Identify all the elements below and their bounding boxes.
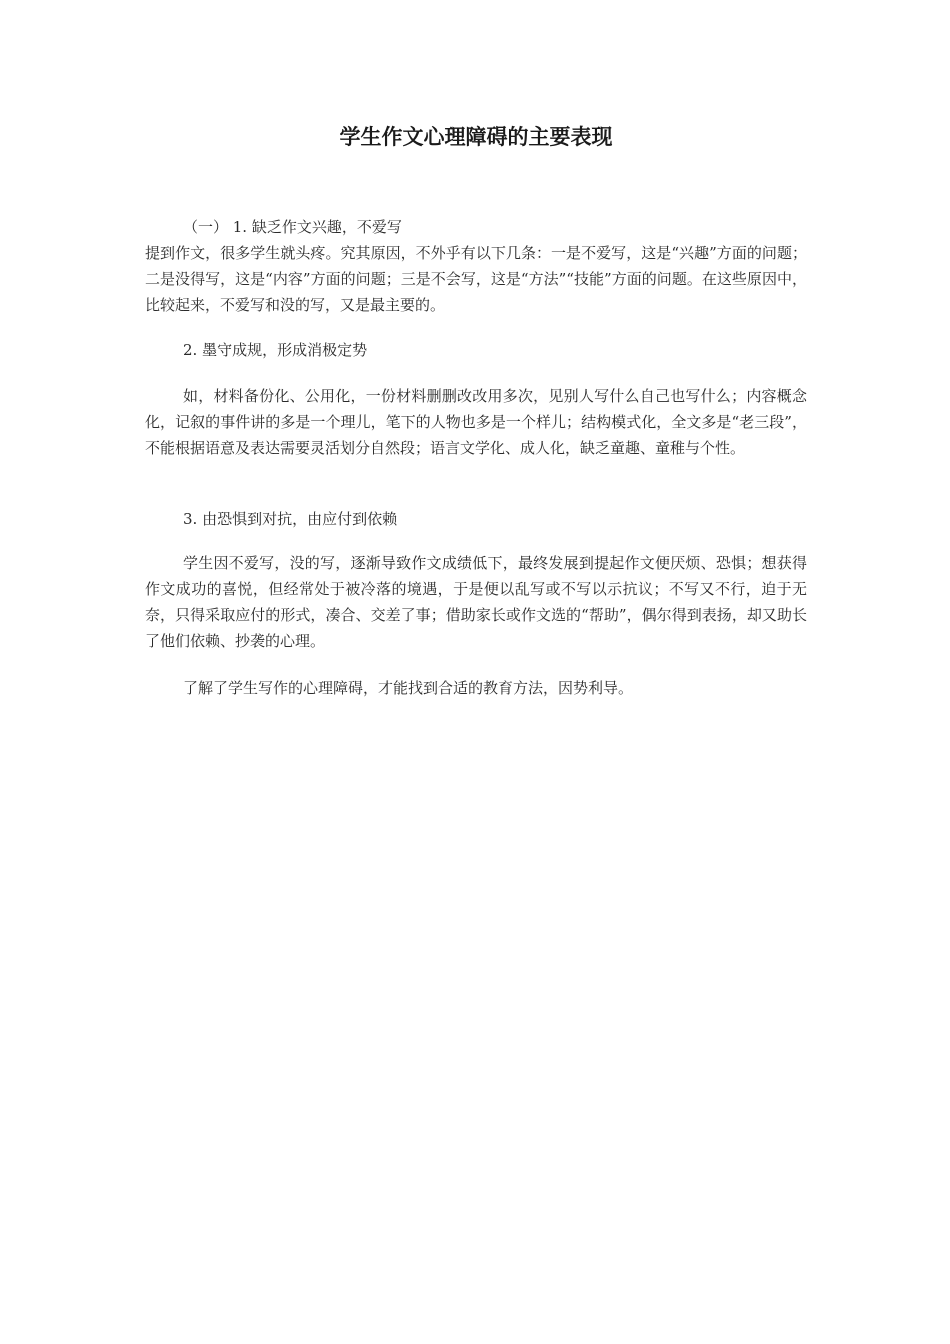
- conclusion-paragraph: 了解了学生写作的心理障碍，才能找到合适的教育方法，因势利导。: [183, 679, 634, 697]
- section-1-paragraph: 提到作文，很多学生就头疼。究其原因，不外乎有以下几条：一是不爱写，这是“兴趣”方面的问题；二是没得写，这是“内容”方面的问题；三是不会写，这是“方法”“技能”方面的问题。在这些原因中，比较起来，不爱写和没的写，又是最主要的。: [145, 244, 807, 314]
- section-3-heading: 3. 由恐惧到对抗，由应付到依赖: [183, 510, 398, 528]
- document-title: 学生作文心理障碍的主要表现: [339, 125, 613, 149]
- section-3-paragraph: 学生因不爱写，没的写，逐渐导致作文成绩低下，最终发展到提起作文便厌烦、恐惧；想获得作文成功的喜悦，但经常处于被冷落的境遇，于是便以乱写或不写以示抗议；不写又不行，迫于无奈，只得采取应付的形式，凑合、交差了事；借助家长或作文选的“帮助”，偶尔得到表扬，却又助长了他们依赖、抄袭的心理。: [145, 554, 807, 650]
- section-1-heading: （一） 1. 缺乏作文兴趣，不爱写: [183, 218, 402, 236]
- section-2-heading: 2. 墨守成规，形成消极定势: [183, 341, 368, 359]
- section-2-paragraph: 如，材料备份化、公用化，一份材料删删改改用多次，见别人写什么自己也写什么；内容概念化，记叙的事件讲的多是一个理儿，笔下的人物也多是一个样儿；结构模式化，全文多是“老三段”，不能根据语意及表达需要灵活划分自然段；语言文学化、成人化，缺乏童趣、童稚与个性。: [145, 387, 807, 457]
